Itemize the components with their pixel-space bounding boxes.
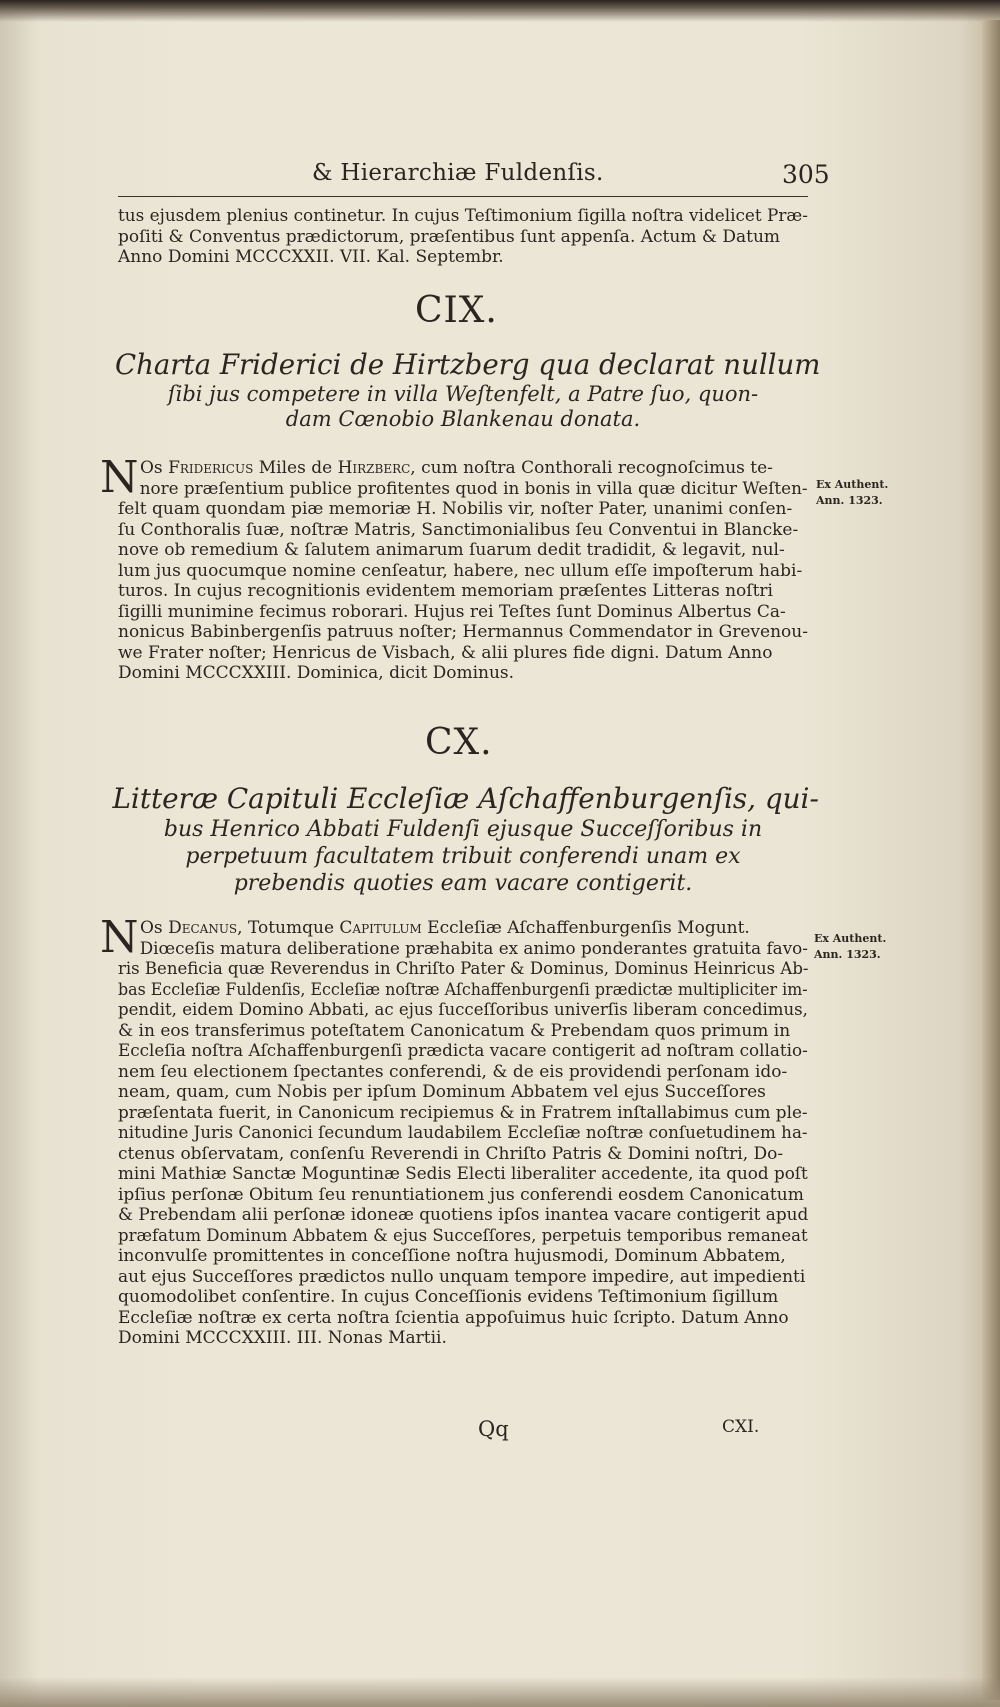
person-name: Decanus	[168, 918, 238, 938]
margin-note: Ann. 1323.	[814, 948, 881, 961]
header-rule	[118, 196, 808, 197]
text-line: pendit, eidem Domino Abbati, ac ejus ſucceſſoribus univerſis liberam concedimus,	[118, 1000, 808, 1020]
text-line: Domini MCCCXXIII. III. Nonas Martii.	[118, 1328, 447, 1348]
text-line: aut ejus Succeſſores prædictos nullo unquam tempore impedire, aut impedienti	[118, 1266, 806, 1287]
charter-numeral: CIX.	[415, 290, 498, 331]
text-line: ſu Conthoralis ſuæ, noſtræ Matris, Sanctimonialibus ſeu Conventui in Blancke-	[118, 519, 799, 540]
text-line: neam, quam, cum Nobis per ipſum Dominum Abbatem vel ejus Succeſſores	[118, 1082, 766, 1102]
text-line: nore præſentium publice profitentes quod in bonis in villa quæ dicitur Weſten-	[139, 478, 808, 499]
person-name: Fridericus	[168, 458, 254, 478]
title-line: Litteræ Capituli Eccleſiæ Aſchaffenburgenſis, qui-	[112, 782, 819, 815]
text-line: Domini MCCCXXIII. Dominica, dicit Dominus.	[118, 663, 515, 683]
page-number: 305	[782, 160, 830, 189]
charter-numeral: CX.	[425, 722, 493, 763]
title-line: Charta Friderici de Hirtzberg qua declarat nullum	[114, 348, 821, 381]
margin-note: Ann. 1323.	[816, 494, 883, 507]
charter-body	[118, 918, 808, 1349]
title-line: bus Henrico Abbati Fuldenſi ejusque Succeſſoribus in	[163, 817, 763, 842]
body-name: Capitulum	[339, 918, 422, 938]
text-line: Os Fridericus Miles de Hirzberc, cum noſtra Conthorali recognoſcimus te-	[140, 458, 773, 478]
catchword: CXI.	[722, 1417, 760, 1437]
text-line: & in eos transferimus poteſtatem Canonicatum & Prebendam quos primum in	[118, 1020, 791, 1041]
text-line: ſigilli munimine fecimus roborari. Hujus rei Teſtes ſunt Dominus Albertus Ca-	[118, 601, 786, 622]
text-line: we Frater noſter; Henricus de Visbach, & alii plures fide digni. Datum Anno	[118, 642, 773, 663]
text-line: præfatum Dominum Abbatem & ejus Succeſſores, perpetuis temporibus remaneat	[118, 1225, 808, 1246]
text-line: nonicus Babinbergenſis patruus noſter; Hermannus Commendator in Grevenou-	[118, 622, 808, 642]
text-line: Os Decanus, Totumque Capitulum Eccleſiæ Aſchaffenburgenſis Mogunt.	[140, 918, 750, 938]
running-head: & Hierarchiæ Fuldenſis.	[312, 160, 604, 186]
title-line: perpetuum facultatem tribuit conferendi unam ex	[185, 844, 741, 869]
text-line: præſentata fuerit, in Canonicum recipiemus & in Fratrem inſtallabimus cum ple-	[118, 1102, 808, 1123]
signature-mark: Qq	[478, 1417, 509, 1441]
text-line: ipſius perſonæ Obitum ſeu renuntiationem jus conferendi eosdem Canonicatum	[118, 1184, 804, 1205]
text-line: Eccleſiæ noſtræ ex certa noſtra ſcientia appoſuimus huic ſcripto. Datum Anno	[118, 1307, 789, 1328]
text-line: nem ſeu electionem ſpectantes conferendi, & de eis providendi perſonam ido-	[118, 1061, 788, 1082]
text-line: Eccleſia noſtra Aſchaffenburgenſi prædicta vacare contigerit ad noſtram collatio-	[118, 1041, 808, 1061]
text-line: tus ejusdem plenius continetur. In cujus Teſtimonium ſigilla noſtra videlicet Præ-	[118, 206, 808, 226]
text-line: bas Eccleſiæ Fuldenſis, Eccleſiæ noſtræ Aſchaffenburgenſi prædictæ multipliciter im-	[118, 979, 808, 1000]
intro-paragraph	[118, 206, 808, 268]
title-line: ſibi jus competere in villa Weſtenfelt, a Patre ſuo, quon-	[167, 382, 759, 406]
text-line: nitudine Juris Canonici ſecundum laudabilem Eccleſiæ noſtræ conſuetudinem ha-	[118, 1123, 808, 1143]
text-line: quomodolibet conſentire. In cujus Conceſſionis evidens Teſtimonium ſigillum	[118, 1287, 779, 1307]
page-edge	[982, 20, 1000, 1700]
text-line: nove ob remedium & ſalutem animarum ſuarum dedit tradidit, & legavit, nul-	[118, 540, 785, 560]
drop-cap: N	[100, 912, 139, 963]
text-line: ris Beneficia quæ Reverendus in Chriſto Pater & Dominus, Dominus Heinricus Ab-	[118, 959, 809, 979]
text-line: turos. In cujus recognitionis evidentem memoriam præſentes Litteras noſtri	[118, 581, 773, 601]
text-line: Anno Domini MCCCXXII. VII. Kal. Septembr.	[118, 247, 504, 267]
text-line: Diœceſis matura deliberatione præhabita ex animo ponderantes gratuita favo-	[139, 938, 808, 959]
top-shadow	[0, 0, 1000, 22]
charter-title	[110, 348, 821, 432]
text-line: & Prebendam alii perſonæ idoneæ quotiens ipſos inantea vacare contigerit apud	[118, 1205, 809, 1225]
text-line: inconvulſe promittentes in conceſſione noſtra hujusmodi, Dominum Abbatem,	[118, 1246, 786, 1266]
margin-note: Ex Authent.	[816, 478, 889, 491]
place-name: Hirzberc	[337, 458, 411, 478]
text-line: mini Mathiæ Sanctæ Moguntinæ Sedis Electi liberaliter accedente, ita quod poſt	[118, 1164, 808, 1184]
text-line: ctenus obſervatam, conſenſu Reverendi in Chriſto Patris & Domini noſtri, Do-	[118, 1143, 784, 1164]
drop-cap: N	[100, 452, 139, 503]
charter-title	[110, 782, 819, 897]
text-line: lum jus quocumque nomine cenſeatur, habere, nec ullum eſſe impoſterum habi-	[118, 560, 803, 581]
text-line: poſiti & Conventus prædictorum, præſentibus ſunt appenſa. Actum & Datum	[118, 226, 781, 247]
title-line: dam Cœnobio Blankenau donata.	[285, 407, 641, 431]
bottom-shadow	[0, 1677, 1000, 1707]
charter-body	[118, 458, 808, 684]
text-line: felt quam quondam piæ memoriæ H. Nobilis vir, noſter Pater, unanimi conſen-	[118, 499, 793, 519]
margin-note: Ex Authent.	[814, 932, 887, 945]
title-line: prebendis quoties eam vacare contigerit.	[233, 871, 693, 896]
